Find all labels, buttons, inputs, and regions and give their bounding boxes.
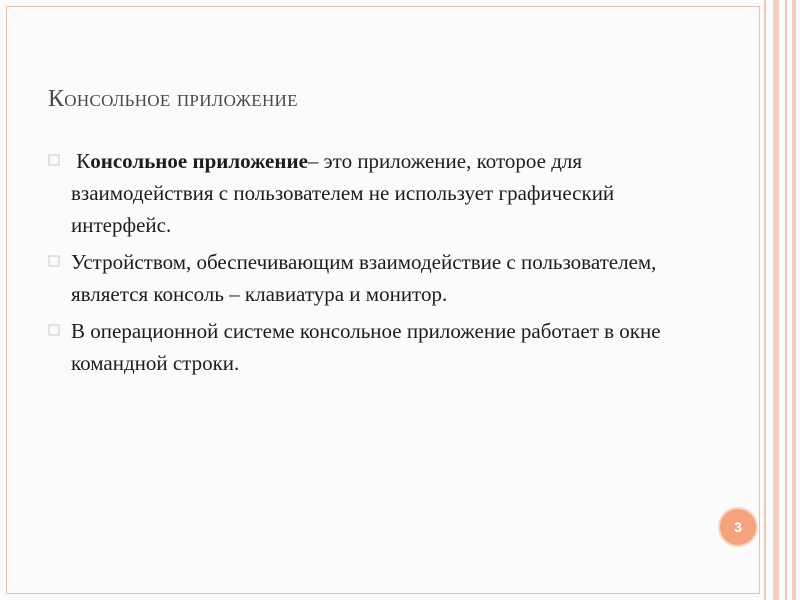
bullet-text: Устройством, обеспечивающим взаимодействие с пользователем, является консоль – клавиатура и монитор. xyxy=(71,250,657,306)
page-number: 3 xyxy=(734,519,742,535)
bullet-item xyxy=(48,145,688,241)
decorative-bar xyxy=(764,0,766,600)
page-number-badge xyxy=(718,507,758,547)
hollow-square-bullet-icon xyxy=(48,255,60,267)
hollow-square-bullet-icon xyxy=(48,154,60,166)
decorative-bar xyxy=(785,0,787,600)
decorative-bar xyxy=(773,0,779,600)
slide-title: Консольное приложение xyxy=(48,86,298,112)
bullet-prefix: К xyxy=(71,149,91,173)
hollow-square-bullet-icon xyxy=(48,324,60,336)
bullet-term: онсольное приложение xyxy=(90,149,308,173)
bullet-text: В операционной системе консольное приложение работает в окне командной строки. xyxy=(71,319,661,375)
bullet-text: – это приложение, которое для взаимодействия с пользователем не использует графический интерфейс. xyxy=(71,149,615,237)
decorative-bar xyxy=(792,0,796,600)
bullet-item xyxy=(48,315,688,379)
bullet-item xyxy=(48,246,688,310)
bullet-list xyxy=(48,145,688,384)
